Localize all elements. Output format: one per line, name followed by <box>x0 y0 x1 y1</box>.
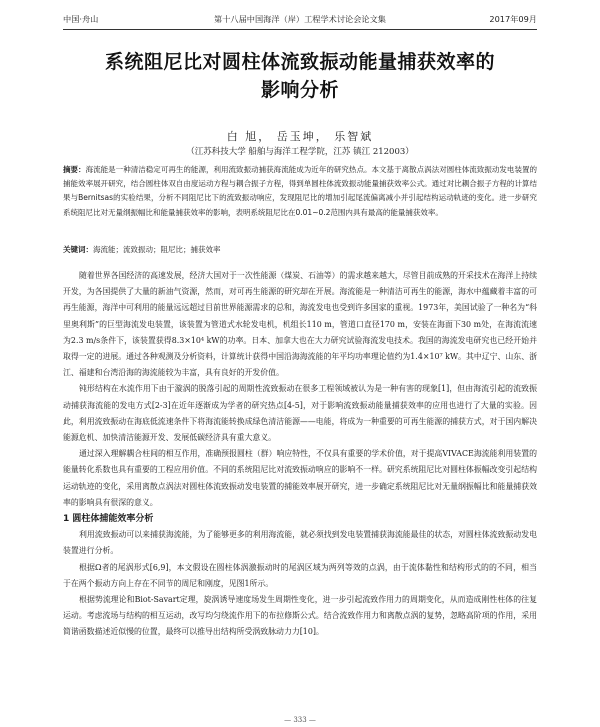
affiliation: （江苏科技大学 船舶与海洋工程学院，江苏 镇江 212003） <box>186 147 414 157</box>
intro-paragraph-3: 通过深入理解耦合柱间的相互作用，准确预报圆柱（群）响应特性，不仅具有重要的学术价值，对于提高VIVACE海流能利用装置的能量转化系数也具有重要的工程应用价值。不同的系统阻尼比对流致振动响应的影响不一样。研究系统阻尼比对圆柱体振幅改变引起结构运动轨迹的变化，采用离散点涡法对圆柱体流致振动发电装置的捕能效率展开研究，进一步确定系统阻尼比对无量纲振幅比和能量捕获效率的影响具有很深的意义。 <box>63 449 537 507</box>
running-head-proceedings: 第十八届中国海洋（岸）工程学术讨论会论文集 <box>214 14 386 24</box>
section-paragraph-1: 利用流致振动可以来捕获海流能，为了能够更多的利用海流能，就必须找到发电装置捕获海流能最佳的状态，对圆柱体流致振动发电装置进行分析。 <box>63 530 537 556</box>
paper-title <box>63 48 537 104</box>
abstract-text: 海流能是一种清洁稳定可再生的能源，利用流致振动捕获海流能成为近年的研究热点。本文基于离散点涡法对圆柱体流致振动发电装置的捕能效率展开研究，结合圆柱体双自由度运动方程与耦合振子方程，得到单圆柱体流致振动能量捕获效率公式。通过对比耦合振子方程的计算结果与Bernitsas的实验结果，分析不同阻尼比下的流致振动响应，发现阻尼比的增加引起尾流偏离减小并引起结构运动轨迹的变化。进一步研究系统阻尼比对无量纲振幅比和能量捕获效率的影响，表明系统阻尼比在0.01~0.2范围内具有最高的能量捕获效率。 <box>63 165 538 217</box>
paper-title-line-1: 系统阻尼比对圆柱体流致振动能量捕获效率的 <box>104 51 495 73</box>
running-head <box>63 14 537 28</box>
keywords <box>63 244 537 256</box>
intro-paragraph-2: 钝形结构在水流作用下由于漩涡的脱落引起的周期性流致振动在很多工程领域被认为是一种有害的现象[1]，但由海流引起的流致振动捕获海流能的发电方式[2-3]在近年逐渐成为学者的研究热点[4-5]，对于影响流致振动能量捕获效率的应用也进行了大量的实验。因此，利用流致振动在海底低流速条件下将海流能转换成绿色清洁能源——电能，将成为一种重要的可再生能源的捕获方式，对于国内解决能源危机、加快清洁能源开发、发展低碳经济具有重大意义。 <box>63 384 537 443</box>
keywords-label: 关键词： <box>63 245 93 254</box>
page-number: — 333 — <box>284 716 316 724</box>
abstract-label: 摘要： <box>63 165 86 174</box>
section-heading: 1 圆柱体捕能效率分析 <box>63 514 154 525</box>
body-text <box>63 268 537 641</box>
header-rule <box>63 29 537 30</box>
authors: 白 旭， 岳玉坤， 乐智斌 <box>226 130 374 143</box>
running-head-location: 中国·舟山 <box>63 14 99 24</box>
abstract <box>63 163 537 220</box>
section-paragraph-3: 根据势流理论和Biot-Savart定理，旋涡诱导速度场发生周期性变化，进一步引起流致作用力的周期变化，从而造成刚性柱体的往复运动。考虑流场与结构的相互运动，改写均匀绕流作用下的布拉修斯公式。结合流致作用力和离散点涡的复势，忽略高阶项的作用，采用简谐函数描述近似慢的位置，最终可以推导出结构所受涡致脉动力力[10]。 <box>63 595 537 637</box>
intro-paragraph-1: 随着世界各国经济的高速发展，经济大国对于一次性能源（煤炭、石油等）的需求越来越大，尽管目前成熟的开采技术在海洋上持续开发，为各国提供了大量的新油气资源，然而，对可再生能源的研究却在开展。海流能是一种清洁可再生的能源，海水中蕴藏着丰富的可再生能源，海洋中可利用的能量远远超过目前世界能源需求的总和，海流发电也受到许多国家的重视。1973年，美国试验了一种名为“科里奥利斯”的巨型海流发电装置，该装置为管道式水轮发电机，机组长110 m，管道口直径170 m，安装在海面下30 m处，在海流流速为2.3 m/s条件下，该装置获得8.3×10⁴ kW的功率。日本、加拿大也在大力研究试验海流发电技术。我国的海流发电研究也已经开始并取得一定的进展。通过各种观测及分析资料，计算统计获得中国沿海海流能的年平均功率理论值约为1.4×10⁷ kW。其中辽宁、山东、浙江、福建和台湾沿海的海流能较为丰富，具有良好的开发价值。 <box>63 271 537 378</box>
running-head-date: 2017年09月 <box>489 14 537 24</box>
section-paragraph-2: 根据Ω者的尾涡形式[6,9]，本文假设在圆柱体涡激振动时的尾涡区域为两列等效的点涡，由于流体黏性和结构形式的的不同，相当于在两个振动方向上存在不同节的周尼和刚度，见图1所示。 <box>63 562 537 588</box>
paper-title-line-2: 影响分析 <box>260 79 339 101</box>
keywords-text: 海流能；流致振动；阻尼比；捕获效率 <box>93 245 221 254</box>
